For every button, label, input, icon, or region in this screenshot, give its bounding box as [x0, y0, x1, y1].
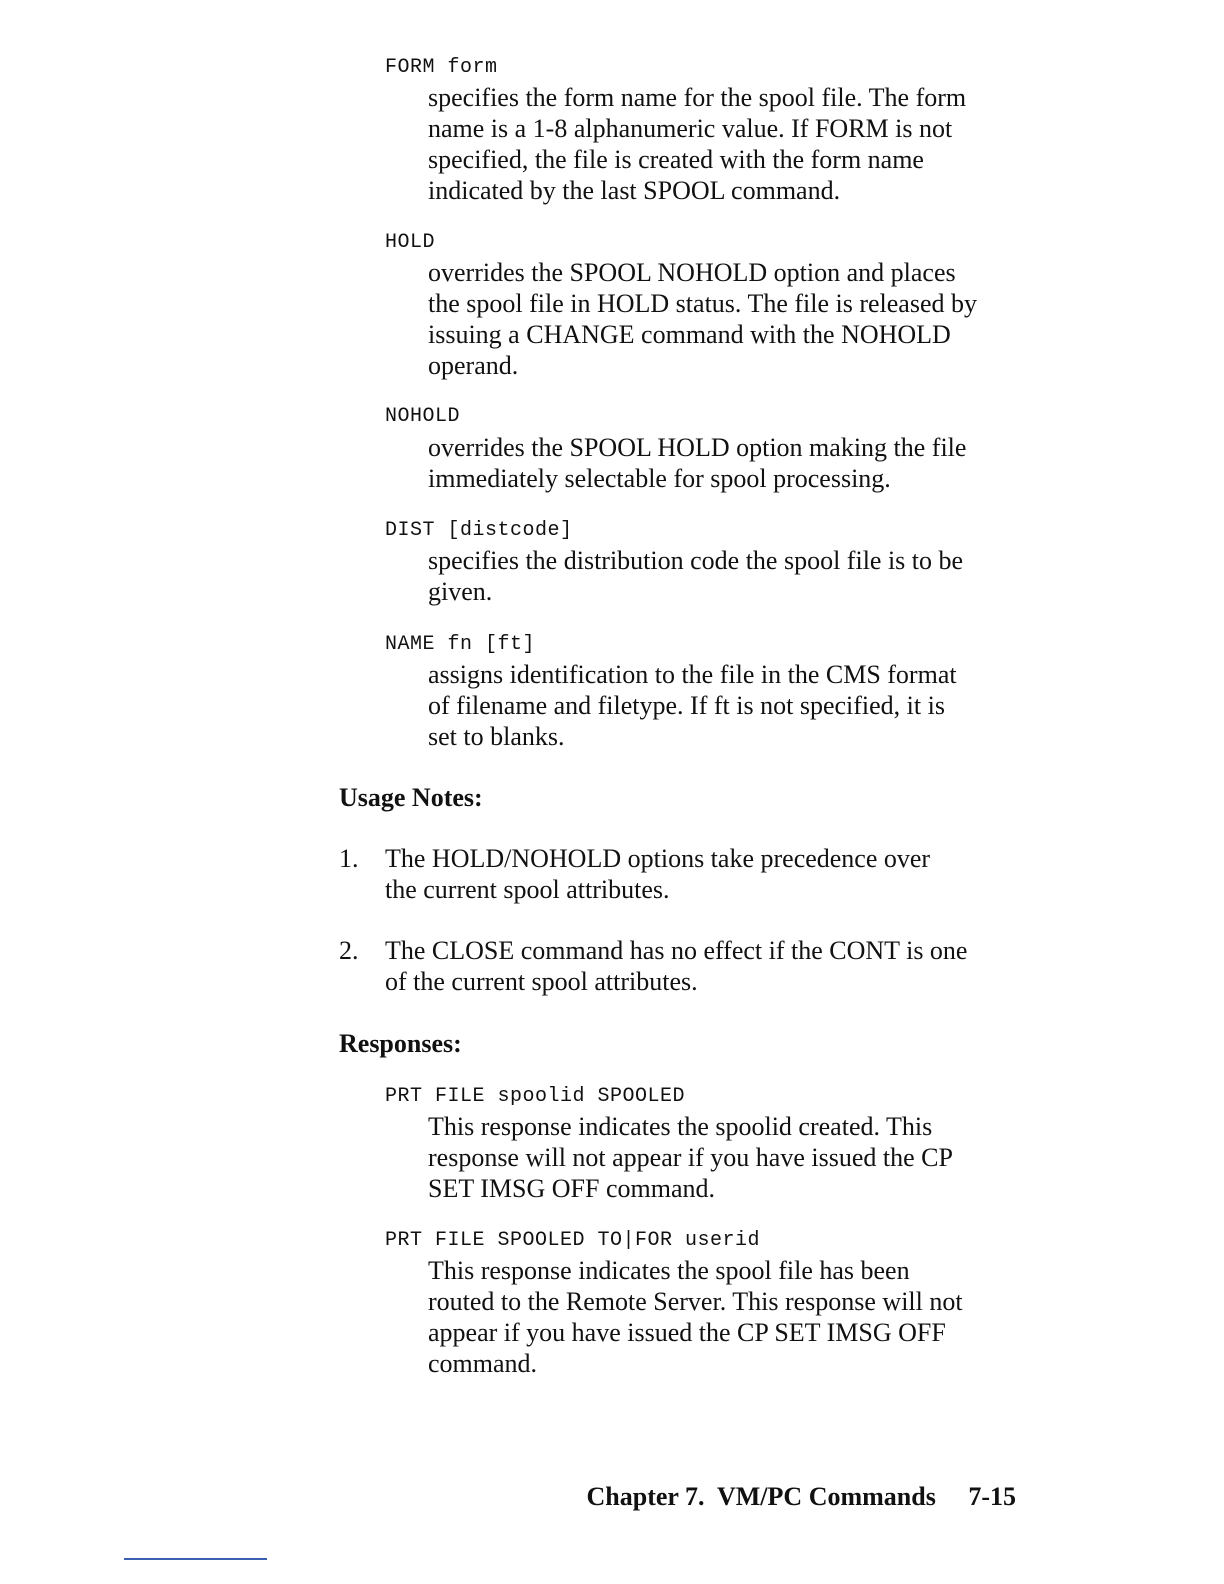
description-line: specifies the distribution code the spool file is to be	[428, 546, 964, 575]
description-line: of filename and filetype. If ft is not specified, it is	[428, 691, 945, 720]
usage-note-number: 2.	[339, 936, 359, 965]
description-line: set to blanks.	[428, 722, 565, 751]
footer-chapter: Chapter 7. VM/PC Commands	[586, 1482, 936, 1511]
footer-rule	[124, 1558, 267, 1560]
description-line: name is a 1-8 alphanumeric value. If FORM is not	[428, 114, 953, 143]
description-line: given.	[428, 577, 493, 606]
option-description-form	[428, 82, 1038, 206]
description-line: This response indicates the spool file has been	[428, 1256, 910, 1285]
description-line: operand.	[428, 351, 519, 380]
footer-page-number: 7-15	[968, 1482, 1016, 1511]
description-line: response will not appear if you have issued the CP	[428, 1143, 953, 1172]
usage-note-line: The CLOSE command has no effect if the CONT is one	[385, 936, 968, 965]
responses-heading: Responses:	[339, 1029, 462, 1058]
usage-note-text	[385, 935, 1025, 997]
response-term-spooled: PRT FILE spoolid SPOOLED	[385, 1085, 686, 1108]
option-description-hold	[428, 257, 1038, 381]
description-line: issuing a CHANGE command with the NOHOLD	[428, 320, 951, 349]
description-line: assigns identification to the file in the CMS format	[428, 660, 957, 689]
response-description-routed	[428, 1255, 1038, 1379]
description-line: appear if you have issued the CP SET IMSG OFF	[428, 1318, 946, 1347]
description-line: specifies the form name for the spool file. The form	[428, 83, 967, 112]
option-description-dist	[428, 545, 1038, 607]
description-line: command.	[428, 1349, 538, 1378]
usage-note-line: the current spool attributes.	[385, 875, 670, 904]
description-line: SET IMSG OFF command.	[428, 1174, 715, 1203]
option-description-nohold	[428, 432, 1038, 494]
description-line: specified, the file is created with the form name	[428, 145, 924, 174]
description-line: indicated by the last SPOOL command.	[428, 176, 841, 205]
response-term-routed: PRT FILE SPOOLED TO|FOR userid	[385, 1229, 761, 1252]
response-description-spooled	[428, 1111, 1038, 1204]
usage-note-line: The HOLD/NOHOLD options take precedence over	[385, 844, 931, 873]
description-line: overrides the SPOOL HOLD option making the file	[428, 433, 967, 462]
option-term-dist: DIST [distcode]	[385, 519, 573, 542]
option-term-form: FORM form	[385, 56, 498, 79]
option-term-hold: HOLD	[385, 231, 436, 254]
usage-notes-heading: Usage Notes:	[339, 783, 483, 812]
usage-note-number: 1.	[339, 844, 359, 873]
description-line: This response indicates the spoolid created. This	[428, 1112, 933, 1141]
description-line: routed to the Remote Server. This response will not	[428, 1287, 963, 1316]
usage-note-line: of the current spool attributes.	[385, 967, 698, 996]
page-footer	[587, 1481, 1017, 1512]
option-term-nohold: NOHOLD	[385, 405, 461, 428]
description-line: immediately selectable for spool processing.	[428, 464, 891, 493]
usage-note-text	[385, 843, 1025, 905]
option-term-name: NAME fn [ft]	[385, 633, 536, 656]
option-description-name	[428, 659, 1038, 752]
description-line: the spool file in HOLD status. The file is released by	[428, 289, 978, 318]
description-line: overrides the SPOOL NOHOLD option and places	[428, 258, 956, 287]
